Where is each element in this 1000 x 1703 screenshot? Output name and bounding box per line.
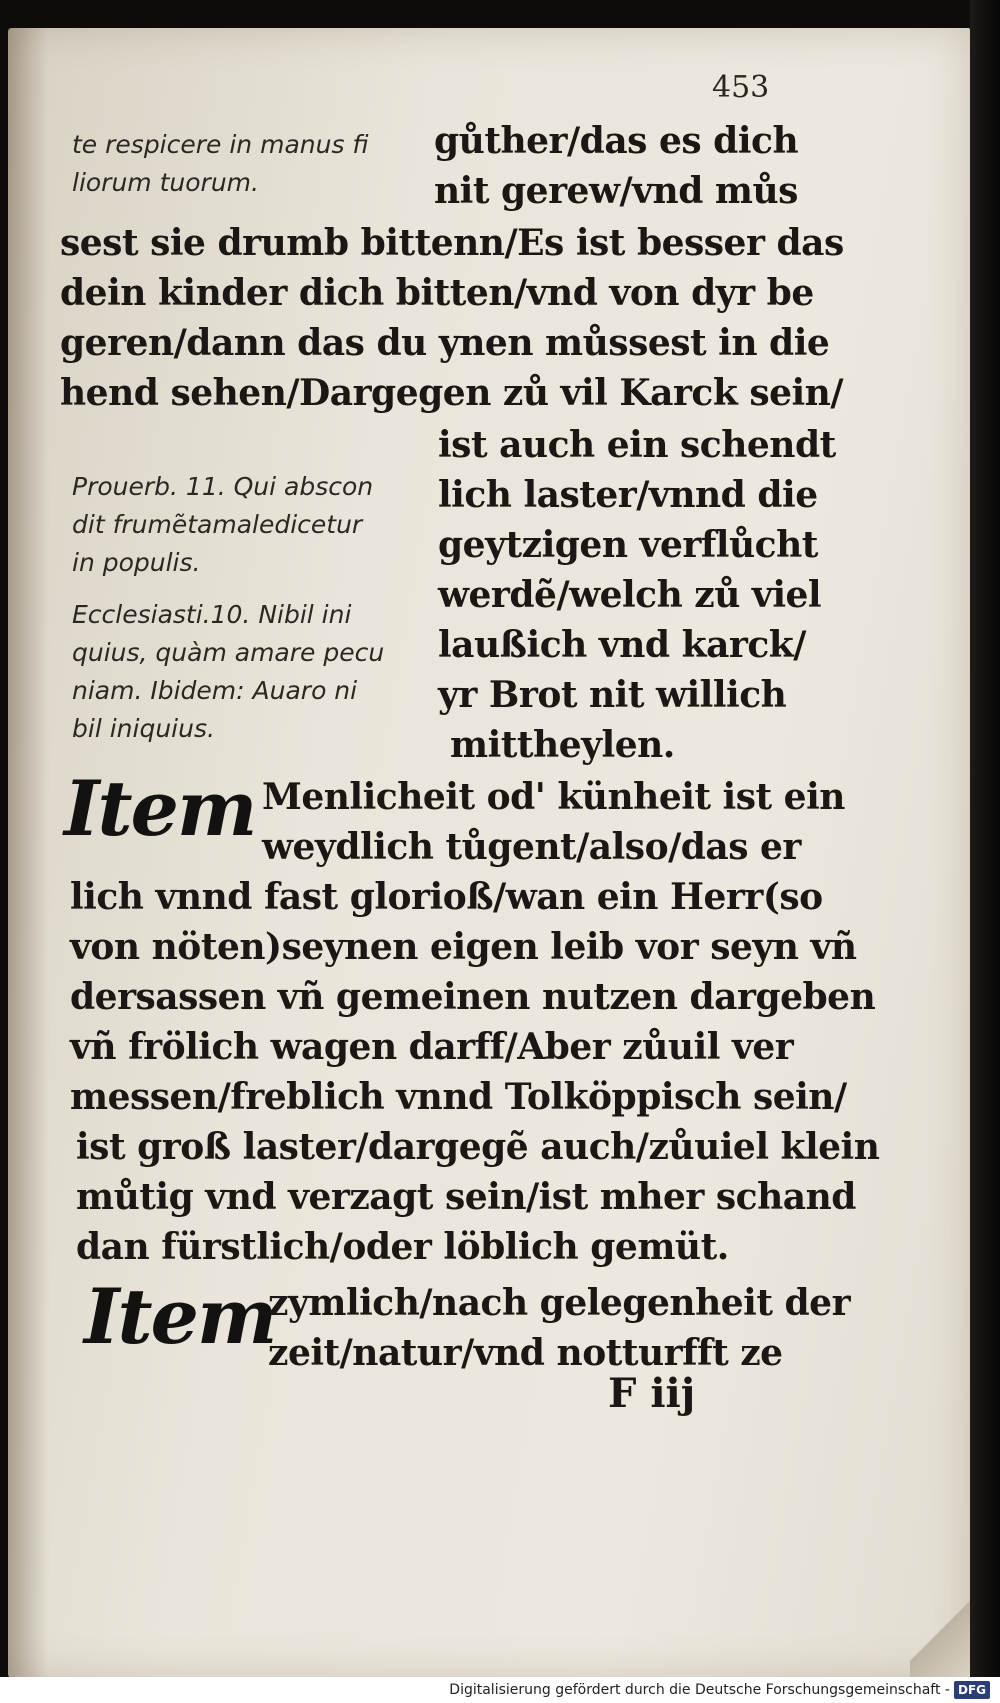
text-line: geytzigen verflůcht (438, 524, 818, 566)
margin-note-line: in populis. (72, 548, 201, 577)
margin-note-line: niam. Ibidem: Auaro ni (72, 676, 358, 705)
margin-note-3 (72, 596, 412, 748)
text-line: laußich vnd karck/ (438, 624, 806, 666)
footer-text: Digitalisierung gefördert durch die Deutsche Forschungsgemeinschaft - (449, 1682, 950, 1698)
text-line: Menlicheit od' künheit ist ein (262, 776, 845, 818)
text-line: von nöten)seynen eigen leib vor seyn vñ (70, 926, 857, 968)
margin-note-line: te respicere in manus fi (72, 130, 369, 159)
text-line: weydlich tůgent/also/das er (262, 826, 801, 868)
book-edge (970, 0, 1000, 1703)
margin-note-1 (72, 126, 412, 202)
page-gutter-shadow (8, 28, 48, 1678)
text-line: sest sie drumb bittenn/Es ist besser das (60, 222, 844, 264)
text-line: messen/freblich vnnd Tolköppisch sein/ (70, 1076, 847, 1118)
text-line: lich laster/vnnd die (438, 474, 818, 516)
signature-mark: F iij (608, 1370, 696, 1417)
text-line: werdẽ/welch zů viel (438, 574, 822, 616)
text-line: geren/dann das du ynen můssest in die (60, 322, 830, 364)
text-line: hend sehen/Dargegen zů vil Karck sein/ (60, 372, 844, 414)
text-line: lich vnnd fast glorioß/wan ein Herr(so (70, 876, 823, 918)
page-corner-curl (910, 1580, 970, 1680)
margin-note-line: liorum tuorum. (72, 168, 259, 197)
margin-note-line: Ecclesiasti.10. Nibil ini (72, 600, 352, 629)
margin-note-line: quius, quàm amare pecu (72, 638, 385, 667)
margin-note-line: Prouerb. 11. Qui abscon (72, 472, 374, 501)
decorative-initial-item: Item (64, 764, 256, 853)
text-line: yr Brot nit willich (438, 674, 787, 716)
dfg-logo: DFG (954, 1681, 990, 1699)
decorative-initial-item: Item (84, 1272, 276, 1361)
text-line: gůther/das es dich (434, 120, 799, 162)
text-line: dersassen vñ gemeinen nutzen dargeben (70, 976, 876, 1018)
margin-note-2 (72, 468, 412, 582)
text-line: můtig vnd verzagt sein/ist mher schand (76, 1176, 856, 1218)
text-line: vñ frölich wagen darff/Aber zůuil ver (70, 1026, 794, 1068)
text-line: dein kinder dich bitten/vnd von dyr be (60, 272, 814, 314)
text-line: nit gerew/vnd můs (434, 170, 798, 212)
text-line: zeit/natur/vnd notturfft ze (268, 1332, 783, 1374)
page-number: 453 (712, 70, 770, 105)
margin-note-line: bil iniquius. (72, 714, 215, 743)
text-line: mittheylen. (450, 724, 675, 766)
text-line: dan fürstlich/oder löblich gemüt. (76, 1226, 729, 1268)
text-line: zymlich/nach gelegenheit der (268, 1282, 851, 1324)
margin-note-line: dit frumẽtamaledicetur (72, 510, 363, 539)
text-line: ist auch ein schendt (438, 424, 836, 466)
digitization-footer (0, 1677, 1000, 1703)
text-line: ist groß laster/dargegẽ auch/zůuiel klein (76, 1126, 880, 1168)
